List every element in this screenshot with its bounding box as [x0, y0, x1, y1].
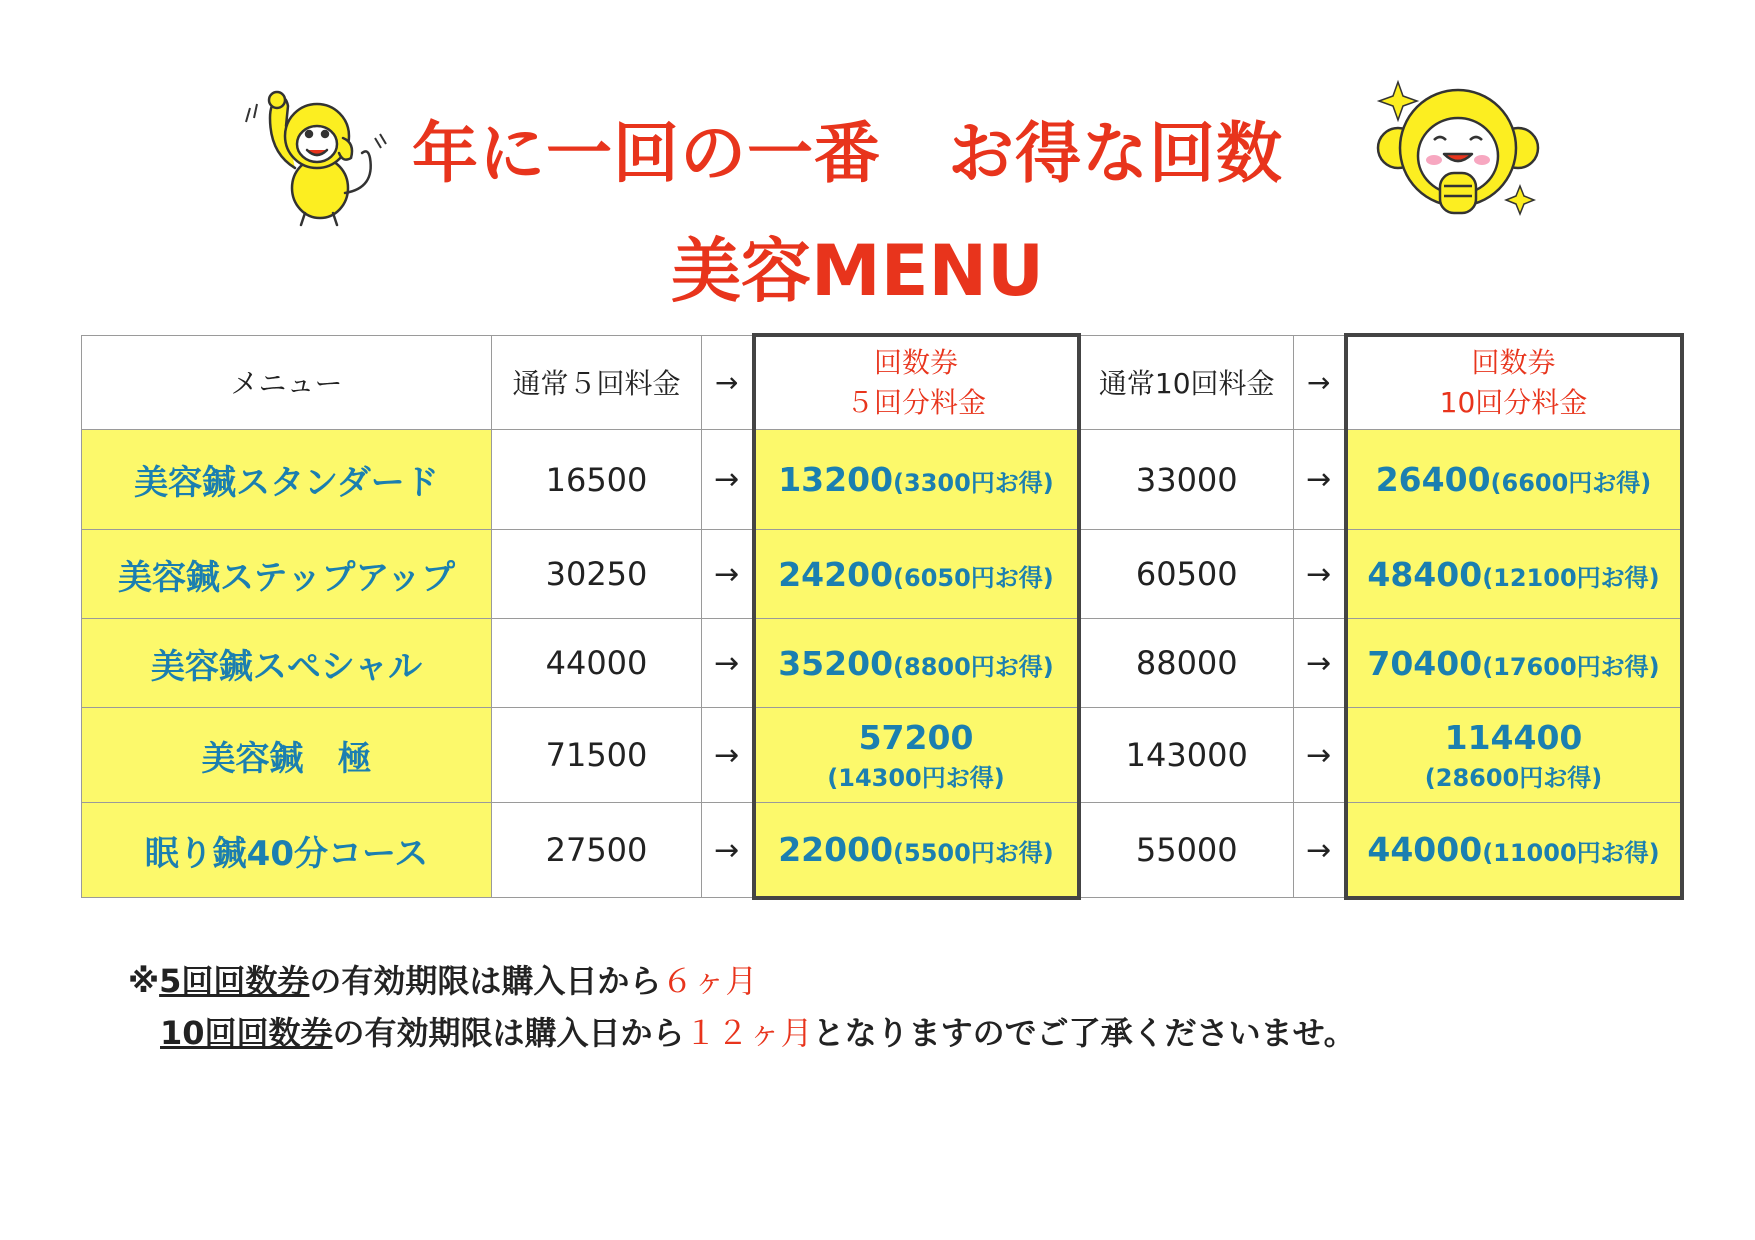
ticket-5-price: 13200 [778, 460, 894, 499]
monkey-waving-icon [235, 78, 405, 228]
ticket-5-savings: (5500円お得) [893, 838, 1054, 867]
ticket-10-price-cell [1346, 803, 1682, 898]
monkey-sparkle-icon [1370, 78, 1550, 228]
ticket-5-price-cell [754, 430, 1079, 530]
arrow-icon: → [1294, 803, 1346, 898]
ticket-5-price: 24200 [778, 554, 894, 594]
header-ticket-10-line2: 10回分料金 [1439, 386, 1588, 419]
note-5-ticket: 5回回数券 [159, 962, 310, 1000]
arrow-icon: → [1294, 619, 1346, 708]
page-title: 年に一回の一番 お得な回数 [412, 115, 1283, 192]
ticket-5-price: 35200 [778, 643, 894, 683]
normal-10-price: 88000 [1079, 619, 1294, 708]
note-10-ticket: 10回回数券 [160, 1014, 333, 1052]
ticket-5-savings: (8800円お得) [893, 652, 1054, 681]
normal-5-price: 30250 [492, 530, 702, 619]
normal-10-price: 60500 [1079, 530, 1294, 619]
ticket-5-price-cell [754, 619, 1079, 708]
ticket-10-price: 70400 [1367, 643, 1483, 683]
ticket-10-savings: (28600円お得) [1424, 763, 1603, 792]
arrow-icon: → [702, 708, 754, 803]
ticket-10-price-cell [1346, 619, 1682, 708]
ticket-10-price: 44000 [1367, 829, 1483, 869]
menu-name-cell: 美容鍼スペシャル [82, 619, 492, 708]
header-arrow: → [702, 335, 754, 430]
table-row [82, 803, 1682, 898]
ticket-5-price: 57200 [858, 717, 974, 757]
ticket-10-price: 48400 [1367, 554, 1483, 594]
arrow-icon: → [702, 430, 754, 530]
note-line-1 [128, 955, 1356, 1007]
header-arrow: → [1294, 335, 1346, 430]
ticket-10-price-cell [1346, 530, 1682, 619]
pricing-table [81, 333, 1684, 900]
ticket-10-price: 114400 [1444, 717, 1583, 757]
table-row [82, 430, 1682, 530]
note-text: の有効期限は購入日から [332, 1014, 685, 1052]
arrow-icon: → [1294, 430, 1346, 530]
validity-notes [128, 955, 1356, 1059]
menu-name-cell: 美容鍼スタンダード [82, 430, 492, 530]
header-ticket-5-line2: ５回分料金 [845, 386, 986, 419]
ticket-5-price: 22000 [778, 829, 894, 869]
ticket-10-price-cell [1346, 708, 1682, 803]
header-ticket-10 [1346, 335, 1682, 430]
ticket-10-savings: (6600円お得) [1490, 469, 1652, 497]
menu-name-cell: 眠り鍼40分コース [82, 803, 492, 898]
header-ticket-5-line1: 回数券 [873, 346, 958, 379]
ticket-10-price-cell [1346, 430, 1682, 530]
ticket-5-savings: (3300円お得) [893, 469, 1054, 497]
ticket-5-price-cell [754, 708, 1079, 803]
header-menu: メニュー [82, 335, 492, 430]
ticket-10-price: 26400 [1375, 460, 1491, 499]
normal-10-price: 55000 [1079, 803, 1294, 898]
header-normal-5: 通常５回料金 [492, 335, 702, 430]
table-row [82, 708, 1682, 803]
table-row [82, 619, 1682, 708]
table-row [82, 530, 1682, 619]
arrow-icon: → [1294, 708, 1346, 803]
ticket-5-savings: (6050円お得) [893, 563, 1054, 592]
ticket-10-savings: (17600円お得) [1482, 652, 1660, 681]
normal-10-price: 33000 [1079, 430, 1294, 530]
header-ticket-10-line1: 回数券 [1471, 346, 1556, 379]
ticket-5-price-cell [754, 530, 1079, 619]
arrow-icon: → [1294, 530, 1346, 619]
note-text: の有効期限は購入日から [309, 962, 662, 1000]
normal-5-price: 44000 [492, 619, 702, 708]
menu-name-cell: 美容鍼ステップアップ [82, 530, 492, 619]
normal-5-price: 27500 [492, 803, 702, 898]
page-subtitle: 美容MENU [671, 230, 1044, 312]
table-header-row [82, 335, 1682, 430]
normal-5-price: 71500 [492, 708, 702, 803]
arrow-icon: → [702, 619, 754, 708]
ticket-10-savings: (12100円お得) [1482, 563, 1660, 592]
ticket-5-savings: (14300円お得) [827, 763, 1005, 792]
normal-5-price: 16500 [492, 430, 702, 530]
menu-name-cell: 美容鍼 極 [82, 708, 492, 803]
header-ticket-5 [754, 335, 1079, 430]
arrow-icon: → [702, 803, 754, 898]
note-closing: となりますのでご了承くださいませ。 [812, 1014, 1356, 1052]
note-line-2 [128, 1007, 1356, 1059]
note-mark: ※ [128, 962, 160, 1000]
note-period-12-months: １２ヶ月 [684, 1014, 813, 1052]
header-normal-10: 通常10回料金 [1079, 335, 1294, 430]
ticket-10-savings: (11000円お得) [1482, 838, 1660, 867]
arrow-icon: → [702, 530, 754, 619]
normal-10-price: 143000 [1079, 708, 1294, 803]
ticket-5-price-cell [754, 803, 1079, 898]
note-period-6-months: ６ヶ月 [661, 962, 758, 1000]
